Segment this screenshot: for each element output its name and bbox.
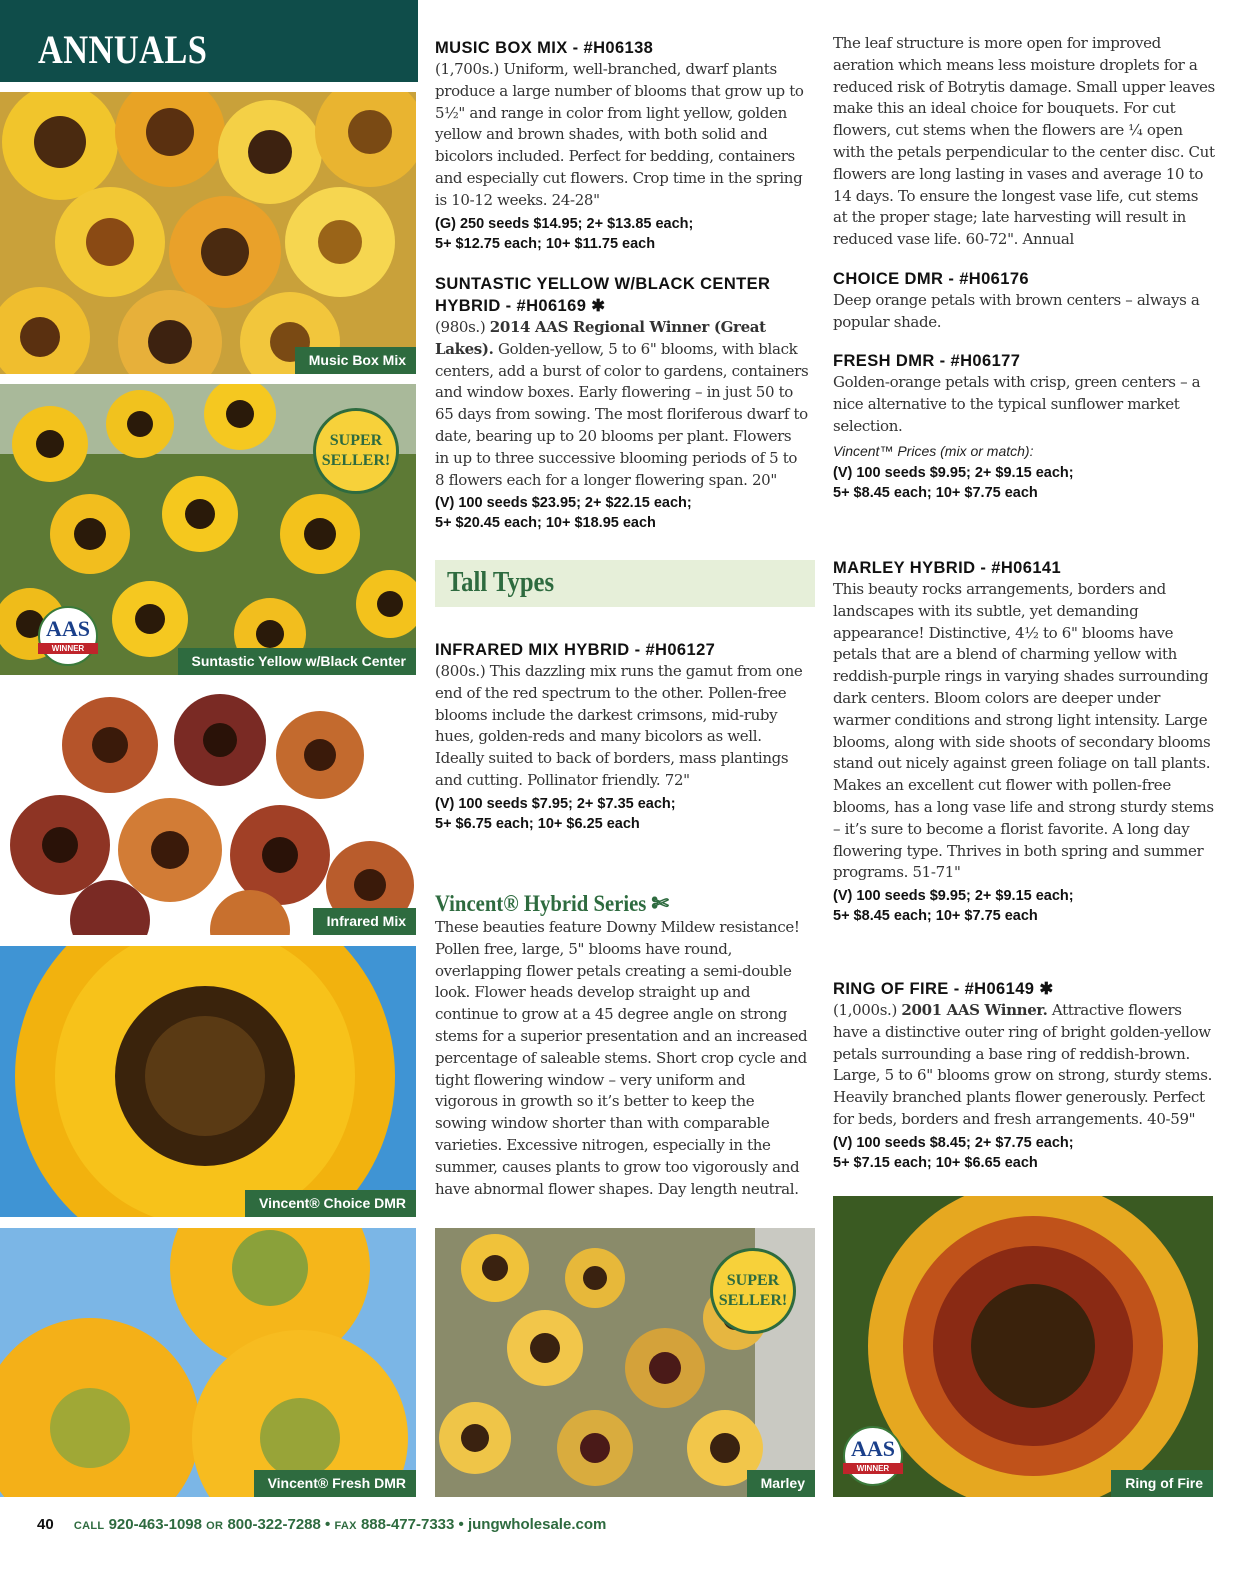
series-title: Vincent® Hybrid Series ✄ (435, 891, 669, 916)
page-footer: 40 CALL 920-463-1098 OR 800-322-7288 • FAX 888-477-7333 • jungwholesale.com (37, 1516, 607, 1533)
website-link[interactable]: jungwholesale.com (467, 1516, 607, 1533)
price-line: (V) 100 seeds $9.95; 2+ $9.15 each; (833, 465, 1074, 482)
product-description: (800s.) This dazzling mix runs the gamut from one end of the red spectrum to the other. Pollen-free blooms include the darkest crimsons, mid-ruby hues, golden-reds and many bicolors as well. Ideally suited to back of borders, mass plantings and cutting. Pollinator friendly. 72" (435, 662, 803, 789)
super-seller-badge: SUPER SELLER! (710, 1248, 796, 1334)
product-title: MUSIC BOX MIX - #H06138 (435, 39, 654, 57)
photo-ring-of-fire (833, 1196, 1213, 1497)
caption-ring-of-fire: Ring of Fire (1111, 1470, 1213, 1497)
vincent-series-continued (833, 33, 1215, 251)
product-description: Golden-orange petals with crisp, green centers – a nice alternative to the typical sunflower market selection. (833, 373, 1201, 435)
caption-music-box-mix: Music Box Mix (295, 347, 416, 374)
product-music-box-mix (435, 37, 809, 254)
price-line: 5+ $7.15 each; 10+ $6.65 each (833, 1154, 1038, 1171)
vincent-series (435, 891, 809, 1200)
award-text: 2001 AAS Winner. (901, 1001, 1048, 1019)
price-line: (V) 100 seeds $7.95; 2+ $7.35 each; (435, 795, 676, 812)
price-line: 5+ $12.75 each; 10+ $11.75 each (435, 235, 656, 252)
caption-vincent-fresh: Vincent® Fresh DMR (254, 1470, 416, 1497)
fax-number[interactable]: 888-477-7333 (360, 1516, 455, 1533)
product-title: FRESH DMR - #H06177 (833, 352, 1021, 370)
price-note: Vincent™ Prices (mix or match): (833, 443, 1034, 460)
photo-music-box-mix (0, 92, 416, 374)
caption-vincent-choice: Vincent® Choice DMR (245, 1190, 416, 1217)
section-title: ANNUALS (38, 27, 208, 72)
subsection-title: Tall Types (447, 567, 555, 598)
product-title: MARLEY HYBRID - #H06141 (833, 559, 1062, 577)
product-infrared-mix (435, 639, 809, 834)
photo-vincent-fresh (0, 1228, 416, 1497)
price-line: (V) 100 seeds $23.95; 2+ $22.15 each; (435, 495, 692, 512)
product-description: Deep orange petals with brown centers – always a popular shade. (833, 291, 1200, 331)
price-line: (V) 100 seeds $9.95; 2+ $9.15 each; (833, 888, 1074, 905)
phone-number[interactable]: 920-463-1098 (108, 1516, 202, 1533)
photo-infrared-mix (0, 685, 416, 935)
product-description: (1,000s.) 2001 AAS Winner. Attractive flowers have a distinctive outer ring of bright golden-yellow petals surrounding a base ring of reddish-brown. Large, 5 to 6" blooms grow on strong, sturdy stems. Heavily branched plants flower generously. Perfect for beds, borders and fresh arrangements. 40-59" (833, 1001, 1213, 1128)
series-description: These beauties feature Downy Mildew resistance! Pollen free, large, 5" blooms have round, overlapping flower petals creating a semi-double look. Flower heads develop straight up and continue to grow at a 45 degree angle on strong stems for a superior presentation and an increased percentage of saleable stems. Short crop cycle and tight flowering window – very uniform and vigorous in growth so it’s better to keep the sowing window shorter than with comparable varieties. Excessive nitrogen, especially in the summer, causes plants to grow too vigorously and have abnormal flower shapes. Day length neutral. (435, 918, 808, 1198)
product-description: (1,700s.) Uniform, well-branched, dwarf plants produce a large number of blooms that grow up to 5½" and range in color from light yellow, golden yellow and brown shades, with both solid and bicolors included. Perfect for bedding, containers and especially cut flowers. Crop time in the spring is 10-12 weeks. 24-28" (435, 60, 804, 209)
price-line: 5+ $8.45 each; 10+ $7.75 each (833, 908, 1038, 925)
product-title: INFRARED MIX HYBRID - #H06127 (435, 641, 716, 659)
product-fresh-dmr (833, 350, 1215, 503)
photo-marley (435, 1228, 815, 1497)
super-seller-badge: SUPER SELLER! (313, 408, 399, 494)
photo-suntastic (0, 384, 416, 675)
product-marley (833, 557, 1215, 926)
price-line: (G) 250 seeds $14.95; 2+ $13.85 each; (435, 215, 694, 232)
aas-winner-badge: AAS WINNER (843, 1426, 903, 1486)
product-description: (980s.) 2014 AAS Regional Winner (Great Lakes). Golden-yellow, 5 to 6" blooms, with black centers, add a burst of color to gardens, containers and window boxes. Early flowering – in just 50 to 65 days from sowing. The most floriferous dwarf to date, bearing up to 20 blooms per plant. Flowers in up to three successive blooming periods of 5 to 8 flowers each for a longer flowering span. 20" (435, 318, 809, 489)
product-description: This beauty rocks arrangements, borders and landscapes with its subtle, yet demanding appearance! Distinctive, 4½ to 6" blooms have petals that are a blend of charming yellow with reddish-purple rings in varying shades surrounding dark centers. Bloom colors are deeper under warmer conditions and strong light intensity. Large blooms, along with side shoots of secondary blooms stand out nicely against green foliage on tall plants. Makes an excellent cut flower with pollen-free blooms, has a long vase life and strong sturdy stems – it’s sure to become a florist favorite. A long day flowering type. Thrives in both spring and summer programs. 51-71" (833, 580, 1214, 882)
product-title: SUNTASTIC YELLOW W/BLACK CENTER HYBRID - #H06169 ✱ (435, 275, 771, 315)
caption-suntastic: Suntastic Yellow w/Black Center (178, 648, 416, 675)
asterisk-icon: HYBRID - #H06169 ✱ (435, 297, 606, 315)
product-suntastic (435, 273, 809, 533)
series-description-continued: The leaf structure is more open for improved aeration which means less moisture droplets for a reduced risk of Botrytis damage. Small upper leaves make this an ideal choice for bouquets. For cut flowers, cut stems when the flowers are ¼ open with the petals perpendicular to the center disc. Cut flowers are long lasting in vases and average 10 to 14 days. To ensure the longest vase life, cut stems at the proper stage; late harvesting will result in reduced vase life. 60-72". Annual (833, 34, 1215, 249)
award-text: 2014 AAS Regional Winner (Great Lakes). (435, 318, 766, 358)
price-line: 5+ $8.45 each; 10+ $7.75 each (833, 485, 1038, 502)
phone-number[interactable]: 800-322-7288 (227, 1516, 321, 1533)
product-title: RING OF FIRE - #H06149 ✱ (833, 980, 1054, 998)
caption-infrared-mix: Infrared Mix (313, 908, 416, 935)
photo-vincent-choice (0, 946, 416, 1217)
product-ring-of-fire (833, 978, 1215, 1173)
price-line: 5+ $6.75 each; 10+ $6.25 each (435, 815, 640, 832)
caption-marley: Marley (747, 1470, 815, 1497)
product-choice-dmr (833, 268, 1215, 334)
page-number: 40 (37, 1516, 54, 1533)
price-line: 5+ $20.45 each; 10+ $18.95 each (435, 515, 656, 532)
product-title: CHOICE DMR - #H06176 (833, 270, 1029, 288)
price-line: (V) 100 seeds $8.45; 2+ $7.75 each; (833, 1134, 1074, 1151)
aas-winner-badge: AAS WINNER (38, 606, 98, 666)
